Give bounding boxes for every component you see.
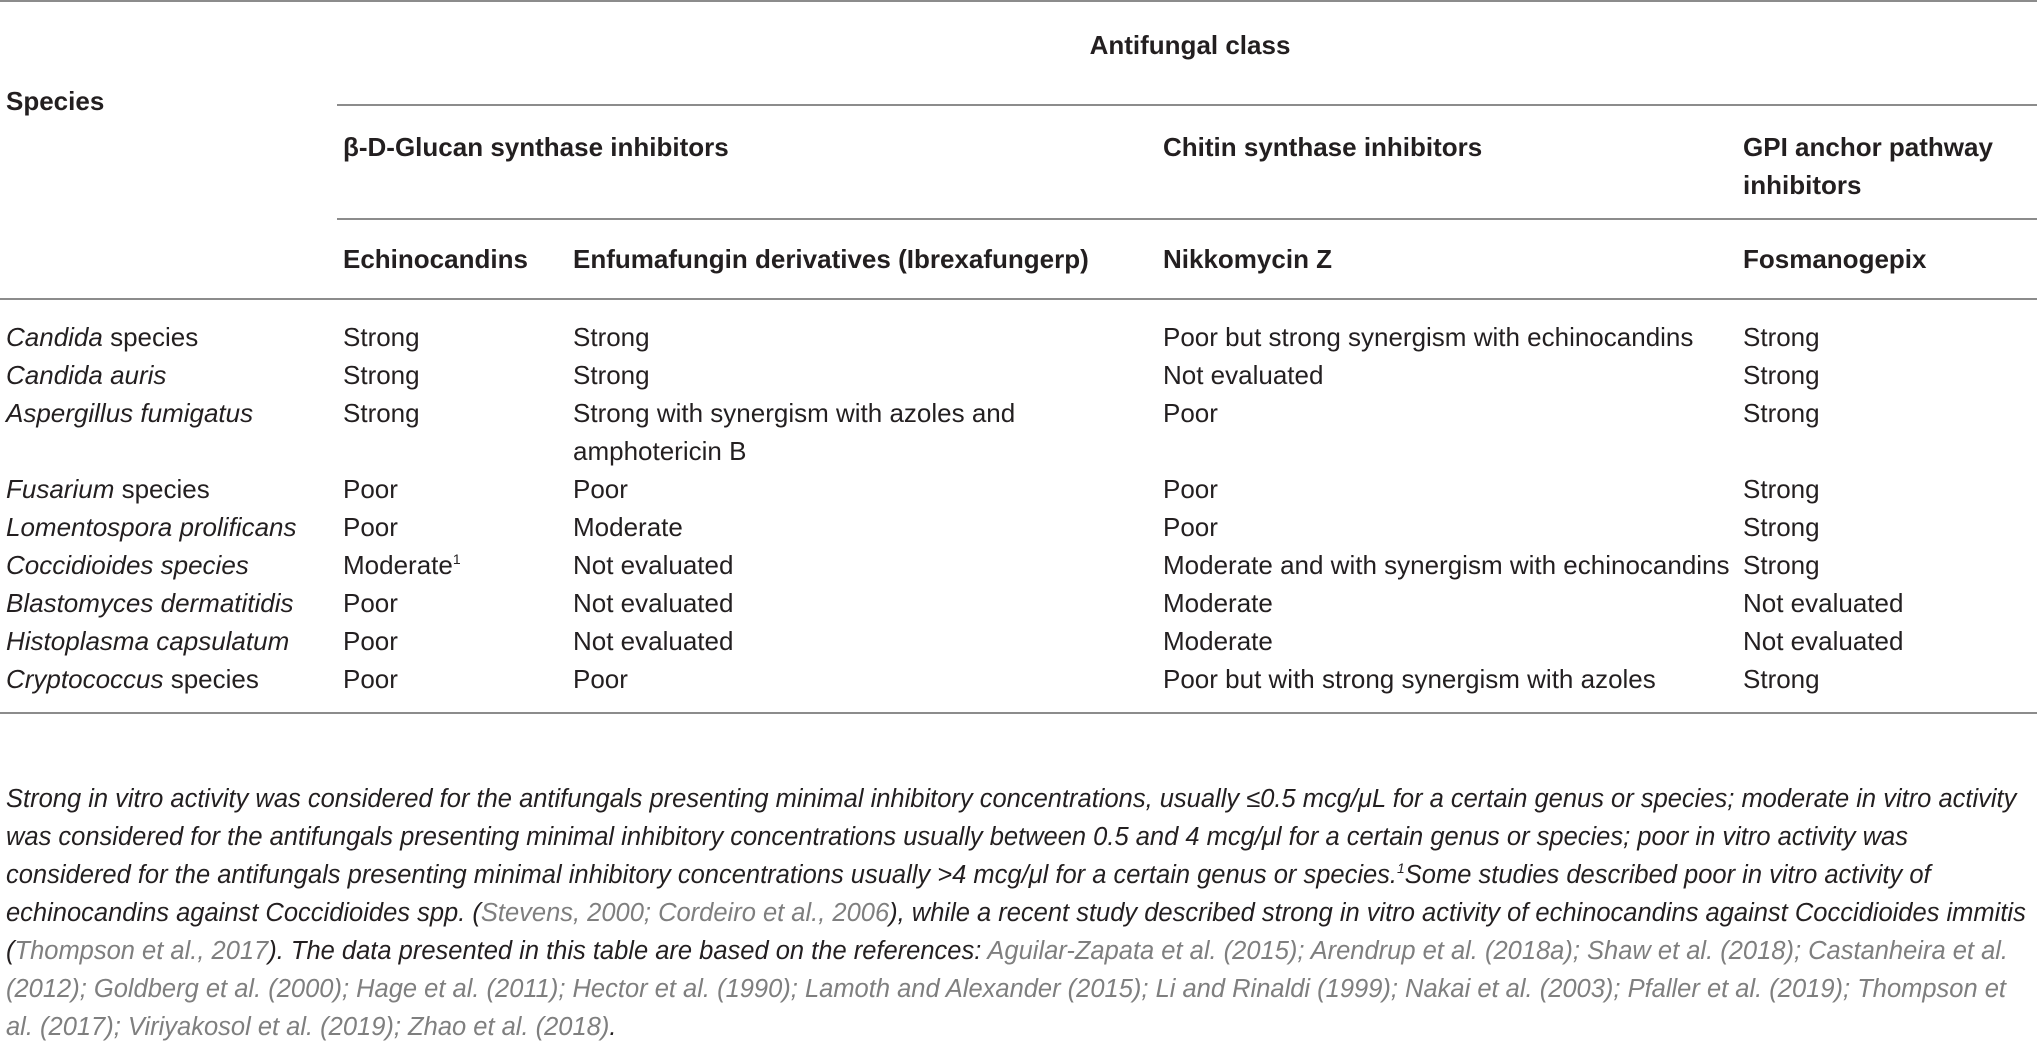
nikkomycin-cell: Poor but with strong synergism with azoles — [1157, 660, 1737, 713]
nikkomycin-cell: Poor — [1163, 474, 1218, 504]
table-row — [0, 470, 2037, 508]
nikkomycin-cell: Poor — [1163, 398, 1218, 428]
citation-link[interactable]: Stevens, 2000; Cordeiro et al., 2006 — [480, 899, 890, 927]
enfumafungin-cell: Strong with synergism with azoles and amphotericin B — [573, 398, 1016, 466]
footnote-marker: 1 — [1397, 860, 1405, 876]
species-cell: Cryptococcus species — [0, 660, 337, 713]
fosmanogepix-cell: Strong — [1743, 512, 1820, 542]
table-row — [0, 299, 2037, 356]
enfumafungin-cell: Moderate — [573, 512, 683, 542]
fosmanogepix-cell: Strong — [1743, 360, 1820, 390]
echinocandins-cell: Strong — [343, 398, 420, 428]
species-cell: Blastomyces dermatitidis — [6, 588, 294, 618]
table-row — [0, 394, 2037, 470]
fosmanogepix-cell: Strong — [1743, 550, 1820, 580]
fosmanogepix-cell: Strong — [1743, 474, 1820, 504]
nikkomycin-cell: Moderate — [1163, 588, 1273, 618]
table-row — [0, 508, 2037, 546]
enfumafungin-cell: Poor — [573, 474, 628, 504]
echinocandins-cell: Poor — [343, 512, 398, 542]
gpi-anchor-group-header: GPI anchor pathway inhibitors — [1737, 105, 2037, 219]
footnote-marker: 1 — [452, 551, 461, 567]
enfumafungin-header: Enfumafungin derivatives (Ibrexafungerp) — [567, 219, 1157, 299]
enfumafungin-cell: Not evaluated — [573, 550, 734, 580]
species-cell: Histoplasma capsulatum — [6, 626, 290, 656]
fosmanogepix-cell: Strong — [1743, 398, 1820, 428]
nikkomycin-header: Nikkomycin Z — [1157, 219, 1737, 299]
species-cell: Candida auris — [6, 360, 167, 390]
nikkomycin-cell: Moderate and with synergism with echinocandins — [1163, 550, 1730, 580]
enfumafungin-cell: Not evaluated — [573, 626, 734, 656]
enfumafungin-cell: Poor — [567, 660, 1157, 713]
enfumafungin-cell: Strong — [573, 360, 650, 390]
table-row — [0, 584, 2037, 622]
echinocandins-cell: Poor — [343, 626, 398, 656]
echinocandins-cell: Strong — [343, 360, 420, 390]
species-cell: Lomentospora prolificans — [6, 512, 297, 542]
table-row — [0, 622, 2037, 660]
fosmanogepix-cell: Strong — [1743, 322, 1820, 352]
fosmanogepix-header: Fosmanogepix — [1737, 219, 2037, 299]
table-row — [0, 660, 2037, 713]
table-row — [0, 546, 2037, 584]
echinocandins-cell: Poor — [337, 660, 567, 713]
species-cell: Coccidioides species — [6, 550, 249, 580]
nikkomycin-cell: Not evaluated — [1163, 360, 1324, 390]
enfumafungin-cell: Strong — [573, 322, 650, 352]
antifungal-class-header: Antifungal class — [337, 1, 2037, 105]
fosmanogepix-cell: Strong — [1737, 660, 2037, 713]
fosmanogepix-cell: Not evaluated — [1743, 588, 1904, 618]
echinocandins-cell: Strong — [343, 322, 420, 352]
echinocandins-cell: Moderate$^1$ — [343, 550, 461, 580]
species-cell: Aspergillus fumigatus — [6, 398, 254, 428]
species-cell: Fusarium species — [6, 474, 210, 504]
echinocandins-cell: Poor — [343, 474, 398, 504]
chitin-synthase-group-header: Chitin synthase inhibitors — [1157, 105, 1737, 219]
citation-link[interactable]: Thompson et al., 2017 — [14, 937, 269, 965]
species-column-header: Species — [0, 1, 337, 299]
species-cell: Candida species — [6, 322, 199, 352]
echinocandins-cell: Poor — [343, 588, 398, 618]
table-row — [0, 356, 2037, 394]
enfumafungin-cell: Not evaluated — [573, 588, 734, 618]
nikkomycin-cell: Moderate — [1163, 626, 1273, 656]
nikkomycin-cell: Poor but strong synergism with echinocandins — [1163, 322, 1694, 352]
fosmanogepix-cell: Not evaluated — [1743, 626, 1904, 656]
echinocandins-header: Echinocandins — [337, 219, 567, 299]
reference-list[interactable]: Aguilar-Zapata et al. (2015); Arendrup et al. (2018a); Shaw et al. (2018); Castanheira et al. (2012); Goldberg et al. (2000); Hage et al. (2011); Hector et al. (1990); Lamoth and Alexander (2015); Li and Rinaldi (1999); Nakai et al. (2003); Pfaller et al. (2019); Thompson et al. (2017); Viriyakosol et al. (2019); Zhao et al. (2018) — [6, 937, 2009, 1041]
table-footnote: Strong in vitro activity was considered for the antifungals presenting minimal inhibitory concentrations, usually ≤0.5 mcg/μL for a certain genus or species; moderate in vitro activity was considered for the antifungals presenting minimal inhibitory concentrations usually between 0.5 and 4 mcg/μl for a certain genus or species; poor in vitro activity was considered for the antifungals presenting minimal inhibitory concentrations usually >4 mcg/μl for a certain genus or species.$^1$Some studies described poor in vitro activity of echinocandins against Coccidioides spp. (Stevens, 2000; Cordeiro et al., 2006), while a recent study described strong in vitro activity of echinocandins against Coccidioides immitis (Thompson et al., 2017). The data presented in this table are based on the references: Aguilar-Zapata et al. (2015); Arendrup et al. (2018a); Shaw et al. (2018); Castanheira et al. (2012); Goldberg et al. (2000); Hage et al. (2011); Hector et al. (1990); Lamoth and Alexander (2015); Li and Rinaldi (1999); Nakai et al. (2003); Pfaller et al. (2019); Thompson et al. (2017); Viriyakosol et al. (2019); Zhao et al. (2018). — [6, 785, 2026, 1041]
glucan-synthase-group-header: β-D-Glucan synthase inhibitors — [337, 105, 1157, 219]
nikkomycin-cell: Poor — [1163, 512, 1218, 542]
